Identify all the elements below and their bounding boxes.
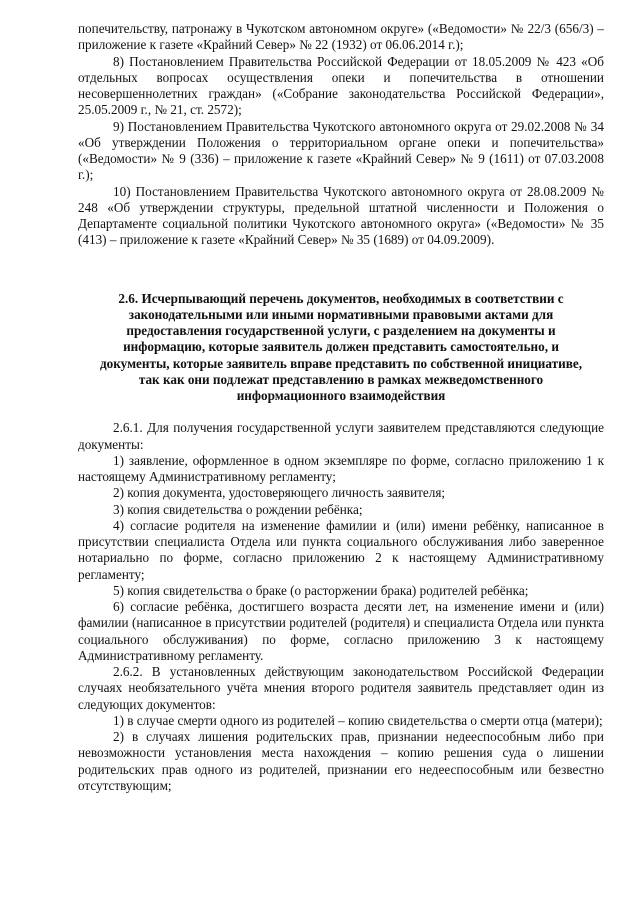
legal-basis-item-9: 9) Постановлением Правительства Чукотского автономного округа от 29.02.2008 № 34 «Об утверждении Положения о территориальном органе опеки и попечительства» («Ведомости» № 9 (336) – приложение к газете «Крайний Север» № 9 (1611) от 07.03.2008 г.); bbox=[78, 118, 604, 183]
legal-basis-item-10: 10) Постановлением Правительства Чукотского автономного округа от 28.08.2009 № 248 «Об утверждении структуры, предельной штатной численности и Положения о Департаменте социальной политики Чукотского автономного округа» («Ведомости» № 35 (413) – приложение к газете «Крайний Север» № 35 (1689) от 04.09.2009). bbox=[78, 183, 604, 248]
clause-2-6-1: 2.6.1. Для получения государственной услуги заявителем представляются следующие документы: bbox=[78, 420, 604, 452]
continuation-paragraph: попечительству, патронажу в Чукотском автономном округе» («Ведомости» № 22/3 (656/3) – приложение к газете «Крайний Север» № 22 (1932) от 06.06.2014 г.); bbox=[78, 21, 604, 53]
optional-document-item-2: 2) в случаях лишения родительских прав, признании недееспособным либо при невозможности установления места нахождения – копию решения суда о лишении родительских прав одного из родителей, признании его недееспособным или безвестно отсутствующим; bbox=[78, 729, 604, 793]
optional-document-item-1: 1) в случае смерти одного из родителей – копию свидетельства о смерти отца (матери); bbox=[113, 712, 603, 728]
document-item-3: 3) копия свидетельства о рождении ребёнка; bbox=[113, 501, 363, 517]
document-item-2: 2) копия документа, удостоверяющего личность заявителя; bbox=[113, 485, 446, 501]
legal-basis-item-8: 8) Постановлением Правительства Российской Федерации от 18.05.2009 № 423 «Об отдельных вопросах осуществления опеки и попечительства в отношении несовершеннолетних граждан» («Собрание законодательства Российской Федерации», 25.05.2009 г., № 21, ст. 2572); bbox=[78, 53, 604, 118]
document-item-6: 6) согласие ребёнка, достигшего возраста десяти лет, на изменение имени и (или) фамилии (написанное в присутствии родителей (родителя) и специалиста Отдела или пункта социального обслуживания) по форме, согласно приложению 3 к настоящему Административному регламенту. bbox=[78, 599, 604, 663]
clause-2-6-2: 2.6.2. В установленных действующим законодательством Российской Федерации случаях необязательного учёта мнения второго родителя заявитель представляет один из следующих документов: bbox=[78, 664, 604, 712]
document-item-1: 1) заявление, оформленное в одном экземпляре по форме, согласно приложению 1 к настоящему Административному регламенту; bbox=[78, 452, 604, 484]
section-heading: 2.6. Исчерпывающий перечень документов, необходимых в соответствии с законодательными или иными нормативными правовыми актами для предоставления государственной услуги, с разделением на документы и информацию, которые заявитель должен представить самостоятельно, и документы, которые заявитель вправе представить по собственной инициативе, так как они подлежат представлению в рамках межведомственного информационного взаимодействия bbox=[99, 290, 583, 403]
document-item-5: 5) копия свидетельства о браке (о расторжении брака) родителей ребёнка; bbox=[113, 582, 529, 598]
document-item-4: 4) согласие родителя на изменение фамилии и (или) имени ребёнку, написанное в присутствии специалиста Отдела или пункта социального обслуживания либо заверенное нотариально по форме, согласно приложению 2 к настоящему Административному регламенту; bbox=[78, 517, 604, 582]
